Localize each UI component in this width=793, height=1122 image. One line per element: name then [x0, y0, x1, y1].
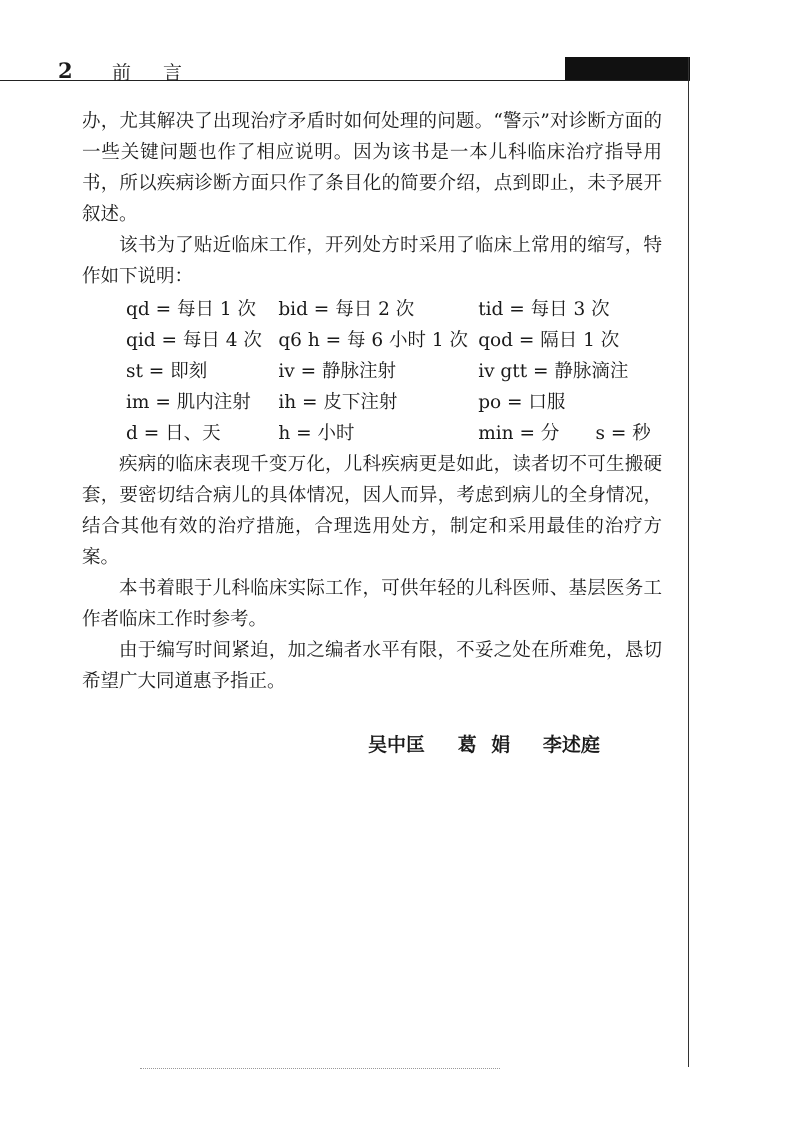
abbr-entry: ih = 皮下注射 — [278, 392, 398, 413]
abbr-entry: qid = 每日 4 次 — [126, 330, 262, 351]
paragraph-3: 疾病的临床表现千变万化，儿科疾病更是如此，读者切不可生搬硬套，要密切结合病儿的具体情况，因人而异，考虑到病儿的全身情况，结合其他有效的治疗措施，合理选用处方，制定和采用最佳的治疗方案。 — [82, 454, 662, 568]
abbr-row — [126, 325, 662, 356]
abbr-entry: iv = 静脉注射 — [278, 361, 396, 382]
abbreviation-table — [126, 294, 662, 449]
abbr-entry: bid = 每日 2 次 — [278, 299, 415, 320]
abbr-entry: qd = 每日 1 次 — [126, 299, 256, 320]
right-margin-rule — [688, 57, 689, 1067]
abbr-entry: s = 秒 — [595, 423, 651, 444]
abbr-row — [126, 294, 662, 325]
abbr-entry: im = 肌内注射 — [126, 392, 251, 413]
page-body — [82, 106, 662, 697]
author-name: 吴中匡 — [368, 734, 426, 756]
paragraph-2: 该书为了贴近临床工作，开列处方时采用了临床上常用的缩写，特作如下说明： — [82, 235, 662, 287]
page-number: 2 — [58, 58, 73, 83]
abbr-row — [126, 356, 662, 387]
abbr-entry: tid = 每日 3 次 — [478, 299, 610, 320]
abbr-row — [126, 387, 662, 418]
abbr-entry: min = 分 — [478, 423, 560, 444]
abbr-entry: iv gtt = 静脉滴注 — [478, 361, 629, 382]
header-rule — [0, 80, 690, 81]
abbr-row — [126, 418, 662, 449]
author-name: 葛 娟 — [457, 734, 511, 756]
header-decor-block — [565, 57, 690, 80]
abbr-entry: st = 即刻 — [126, 361, 208, 382]
abbr-entry: po = 口服 — [478, 392, 566, 413]
paragraph-4: 本书着眼于儿科临床实际工作，可供年轻的儿科医师、基层医务工作者临床工作时参考。 — [82, 578, 662, 630]
author-name: 李述庭 — [542, 734, 600, 756]
paragraph-1: 办，尤其解决了出现治疗矛盾时如何处理的问题。“警示”对诊断方面的一些关键问题也作了相应说明。因为该书是一本儿科临床治疗指导用书，所以疾病诊断方面只作了条目化的简要介绍，点到即止，未予展开叙述。 — [82, 111, 662, 225]
abbr-entry: qod = 隔日 1 次 — [478, 330, 620, 351]
abbr-entry: h = 小时 — [278, 423, 355, 444]
section-title: 前言 — [112, 62, 215, 84]
author-signature — [368, 730, 618, 757]
scan-artifact — [140, 1068, 500, 1072]
abbr-entry: q6 h = 每 6 小时 1 次 — [278, 330, 469, 351]
paragraph-5: 由于编写时间紧迫，加之编者水平有限，不妥之处在所难免，恳切希望广大同道惠予指正。 — [82, 640, 662, 692]
abbr-entry: d = 日、天 — [126, 423, 221, 444]
